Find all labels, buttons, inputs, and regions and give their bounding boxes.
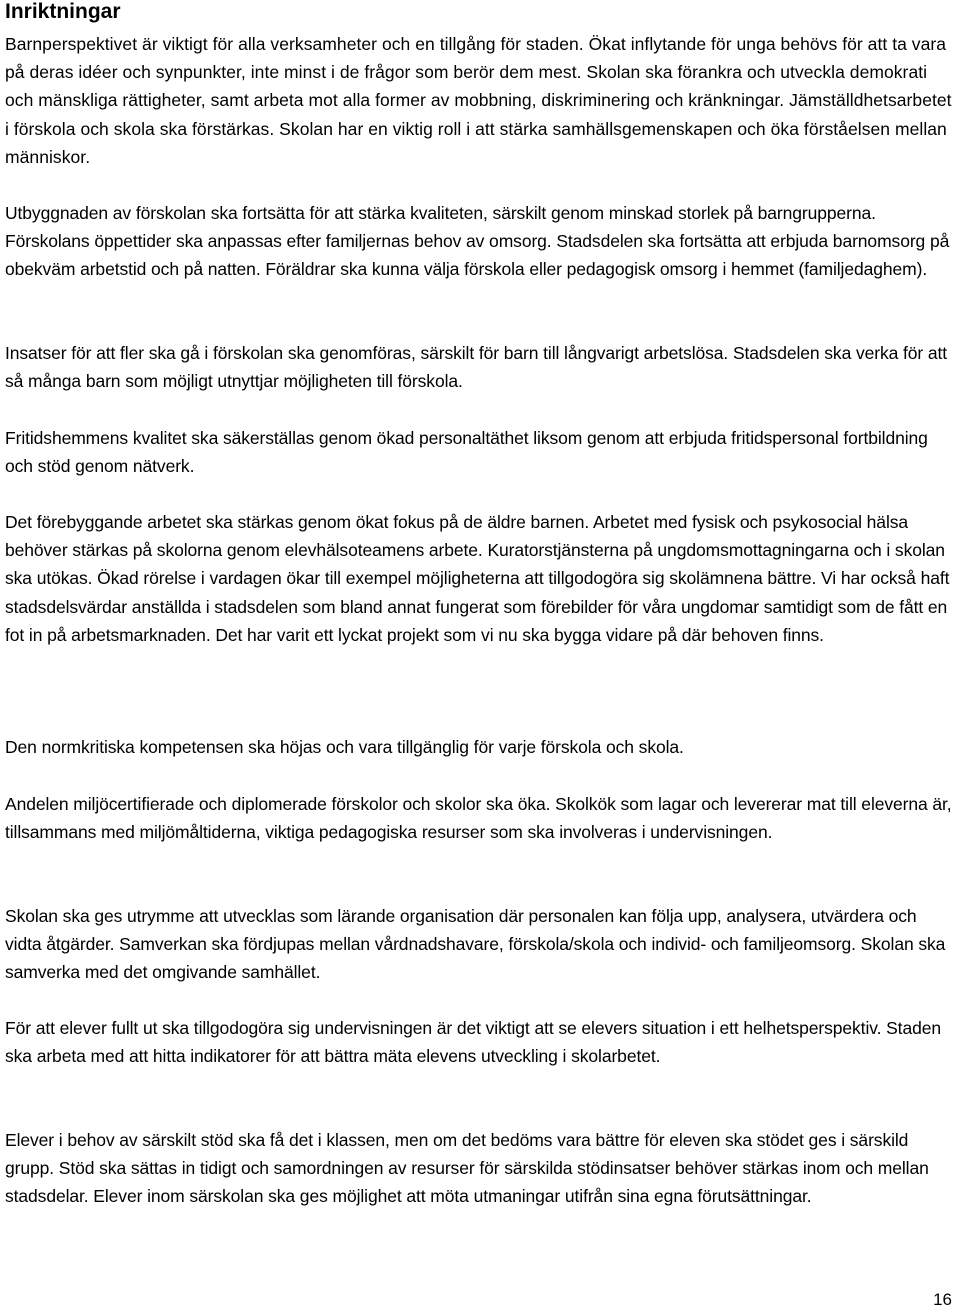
paragraph-intro: Barnperspektivet är viktigt för alla verksamheter och en tillgång för staden. Ökat inflytande för unga behövs för att ta vara på deras idéer och synpunkter, inte minst i de frågor som berör dem mest. Skolan ska förankra och utveckla demokrati och mänskliga rättigheter, samt arbeta mot alla former av mobbning, diskriminering och kränkningar. Jämställdhetsarbetet i förskola och skola ska förstärkas. Skolan har en viktig roll i att stärka samhällsgemenskapen och öka förståelsen mellan människor. [5,34,952,167]
document-page [5,0,955,1207]
paragraph-after-school-quality: Fritidshemmens kvalitet ska säkerställas genom ökad personaltäthet liksom genom att erbjuda fritidspersonal fortbildning och stöd genom nätverk. [5,428,928,477]
paragraph-norm-critical: Den normkritiska kompetensen ska höjas och vara tillgänglig för varje förskola och skola. [5,737,684,757]
paragraph-preschool-participation: Insatser för att fler ska gå i förskolan ska genomföras, särskilt för barn till långvarigt arbetslösa. Stadsdelen ska verka för att så många barn som möjligt utnyttjar möjligheten till förskola. [5,343,948,392]
paragraph-environmental: Andelen miljöcertifierade och diplomerade förskolor och skolor ska öka. Skolkök som lagar och levererar mat till eleverna är, tillsammans med miljömåltiderna, viktiga pedagogiska resurser som ska involveras i undervisningen. [5,794,952,843]
paragraph-learning-organisation: Skolan ska ges utrymme att utvecklas som lärande organisation där personalen kan följa upp, analysera, utvärdera och vidta åtgärder. Samverkan ska fördjupas mellan vårdnadshavare, förskola/skola och individ- och familjeomsorg. Skolan ska samverka med det omgivande samhället. [5,906,946,983]
page-number: 16 [933,1290,952,1309]
paragraph-preschool-expansion: Utbyggnaden av förskolan ska fortsätta för att stärka kvaliteten, särskilt genom minskad storlek på barngrupperna. Förskolans öppettider ska anpassas efter familjernas behov av omsorg. Stadsdelen ska fortsätta att erbjuda barnomsorg på obekväm arbetstid och på natten. Föräldrar ska kunna välja förskola eller pedagogisk omsorg i hemmet (familjedaghem). [5,203,950,280]
section-heading: Inriktningar [5,0,121,23]
paragraph-preventive-work: Det förebyggande arbetet ska stärkas genom ökat fokus på de äldre barnen. Arbetet med fysisk och psykosocial hälsa behöver stärkas på skolorna genom elevhälsoteamens arbete. Kuratorstjänsterna på ungdomsmottagningarna och i skolan ska utökas. Ökad rörelse i vardagen ökar till exempel möjligheterna att tillgodogöra sig skolämnena bättre. Vi har också haft stadsdelsvärdar anställda i stadsdelen som bland annat fungerat som förebilder för våra ungdomar samtidigt som de fått en fot in på arbetsmarknaden. Det har varit ett lyckat projekt som vi nu ska bygga vidare på där behoven finns. [5,512,950,645]
paragraph-special-support: Elever i behov av särskilt stöd ska få det i klassen, men om det bedöms vara bättre för eleven ska stödet ges i särskild grupp. Stöd ska sättas in tidigt och samordningen av resurser för särskilda stödinsatser behöver stärkas inom och mellan stadsdelar. Elever inom särskolan ska ges möjlighet att möta utmaningar utifrån sina egna förutsättningar. [5,1130,929,1207]
paragraph-holistic-perspective: För att elever fullt ut ska tillgodogöra sig undervisningen är det viktigt att se elevers situation i ett helhetsperspektiv. Staden ska arbeta med att hitta indikatorer för att bättra mäta elevens utveckling i skolarbetet. [5,1018,941,1067]
